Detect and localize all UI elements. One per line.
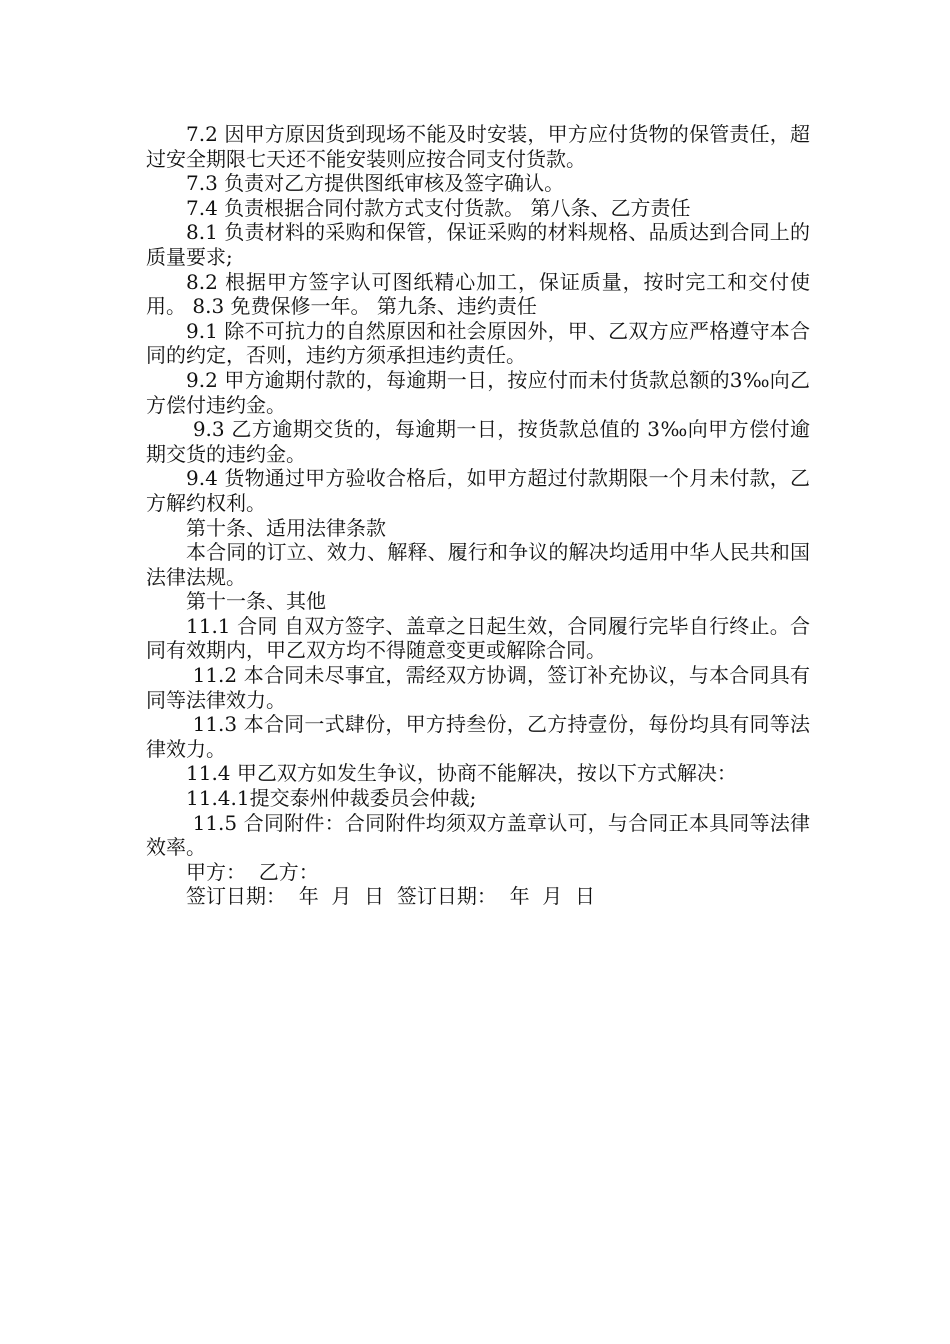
- clause-9-4: 9.4 货物通过甲方验收合格后，如甲方超过付款期限一个月未付款，乙方解约权利。: [146, 466, 810, 515]
- clause-11-3: 11.3 本合同一式肆份，甲方持叁份，乙方持壹份，每份均具有同等法律效力。: [146, 712, 810, 761]
- clause-11-5: 11.5 合同附件：合同附件均须双方盖章认可，与合同正本具同等法律效率。: [146, 810, 810, 860]
- article-11-heading: 第十一条、其他: [186, 589, 326, 614]
- article-10-body: 本合同的订立、效力、解释、履行和争议的解决均适用中华人民共和国法律法规。: [146, 540, 810, 589]
- clause-11-1: 11.1 合同 自双方签字、盖章之日起生效，合同履行完毕自行终止。合同有效期内，甲乙双方均不得随意变更或解除合同。: [146, 613, 810, 663]
- clause-9-2: 9.2 甲方逾期付款的，每逾期一日，按应付而未付货款总额的3‰向乙方偿付违约金。: [146, 367, 810, 417]
- clause-7-4: 7.4 负责根据合同付款方式支付货款。 第八条、乙方责任: [186, 195, 691, 220]
- clause-11-4: 11.4 甲乙双方如发生争议，协商不能解决，按以下方式解决：: [186, 761, 737, 786]
- clause-7-2: 7.2 因甲方原因货到现场不能及时安装，甲方应付货物的保管责任，超过安全期限七天还不能安装则应按合同支付货款。: [146, 122, 810, 171]
- clause-11-4-1: 11.4.1提交泰州仲裁委员会仲裁;: [186, 786, 477, 811]
- contract-page: [146, 122, 810, 909]
- clause-9-3: 9.3 乙方逾期交货的，每逾期一日，按货款总值的 3‰向甲方偿付逾期交货的违约金。: [146, 417, 810, 466]
- article-10-heading: 第十条、适用法律条款: [186, 515, 386, 540]
- clause-11-2: 11.2 本合同未尽事宜，需经双方协调，签订补充协议，与本合同具有同等法律效力。: [146, 663, 810, 712]
- clause-9-1: 9.1 除不可抗力的自然原因和社会原因外，甲、乙双方应严格遵守本合同的约定，否则，违约方须承担违约责任。: [146, 318, 810, 368]
- clause-8-1: 8.1 负责材料的采购和保管，保证采购的材料规格、品质达到合同上的质量要求;: [146, 220, 810, 269]
- signature-parties: 甲方： 乙方：: [186, 859, 319, 884]
- clause-8-2: 8.2 根据甲方签字认可图纸精心加工，保证质量，按时完工和交付使用。 8.3 免费保修一年。 第九条、违约责任: [146, 269, 810, 319]
- clause-7-3: 7.3 负责对乙方提供图纸审核及签字确认。: [186, 171, 565, 196]
- signature-dates: 签订日期： 年 月 日 签订日期： 年 月 日: [186, 884, 596, 909]
